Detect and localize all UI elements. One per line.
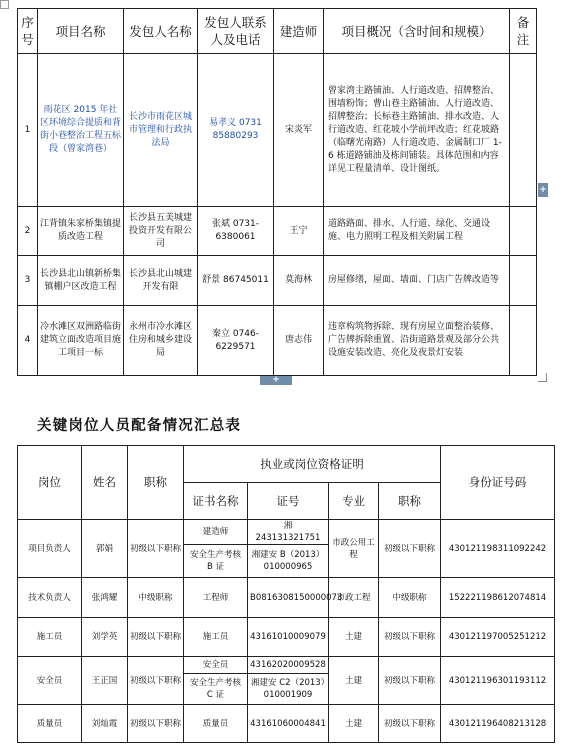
cell-builder: 王宁 bbox=[274, 207, 324, 256]
header-cert-group: 执业或岗位资格证明 bbox=[184, 446, 441, 483]
table-row bbox=[18, 256, 537, 306]
cell-contact: 张斌 0731-6380061 bbox=[198, 207, 274, 256]
project-table bbox=[17, 8, 537, 376]
cell-post: 施工员 bbox=[18, 618, 82, 657]
cell-id-number: 430121196301193112 bbox=[441, 657, 555, 705]
header-builder: 建造师 bbox=[274, 9, 324, 54]
header-cert-number: 证号 bbox=[248, 483, 329, 520]
cell-issuer: 永州市冷水滩区住房和城乡建设局 bbox=[124, 306, 198, 376]
add-column-button[interactable] bbox=[538, 183, 548, 197]
cell-builder: 唐志伟 bbox=[274, 306, 324, 376]
cell-project-name: 长沙县北山镇新桥集镇棚户区改造工程 bbox=[38, 256, 124, 306]
header-issuer: 发包人名称 bbox=[124, 9, 198, 54]
cell-cert-rank: 初级以下职称 bbox=[379, 657, 441, 705]
cell-remark bbox=[510, 54, 537, 207]
header-seq: 序号 bbox=[18, 9, 38, 54]
cell-name: 郭娟 bbox=[82, 520, 128, 578]
cell-contact: 舒景 86745011 bbox=[198, 256, 274, 306]
cell-major: 土建 bbox=[329, 705, 379, 743]
cell-post: 项目负责人 bbox=[18, 520, 82, 578]
cell-cert-name: 安全员 bbox=[184, 657, 248, 674]
cell-builder: 宋炎军 bbox=[274, 54, 324, 207]
cell-overview: 违章构筑物拆除、现有房屋立面整治装修、广告牌拆除重置、沿街道路景观及部分公共设施安装改造、亮化及夜景灯安装 bbox=[324, 306, 510, 376]
header-overview: 项目概况（含时间和规模） bbox=[324, 9, 510, 54]
cell-cert-rank: 初级以下职称 bbox=[379, 520, 441, 578]
cell-post: 安全员 bbox=[18, 657, 82, 705]
cell-overview: 道路路面、排水、人行道、绿化、交通设施、电力照明工程及相关附属工程 bbox=[324, 207, 510, 256]
header-major: 专业 bbox=[329, 483, 379, 520]
header-contact: 发包人联系人及电话 bbox=[198, 9, 274, 54]
cell-post: 技术负责人 bbox=[18, 578, 82, 618]
section-title: 关键岗位人员配备情况汇总表 bbox=[37, 418, 242, 434]
table-row bbox=[18, 618, 555, 657]
cell-cert-name: 工程师 bbox=[184, 578, 248, 618]
cell-cert-number: 湘建安 B（2013）010000965 bbox=[248, 545, 329, 578]
cell-cert-name: 施工员 bbox=[184, 618, 248, 657]
cell-contact: 易孝义 0731 85880293 bbox=[198, 54, 274, 207]
cell-major: 土建 bbox=[329, 618, 379, 657]
table-row bbox=[18, 306, 537, 376]
cell-project-name: 冷水滩区双洲路临街建筑立面改造项目施工项目一标 bbox=[38, 306, 124, 376]
header-cert-name: 证书名称 bbox=[184, 483, 248, 520]
cell-cert-number: 湘建安 C2（2013）010001909 bbox=[248, 674, 329, 705]
cell-id-number: 430121197005251212 bbox=[441, 618, 555, 657]
cell-overview: 房屋修缮，屋面、墙面、门店广告牌改造等 bbox=[324, 256, 510, 306]
cell-name: 张鸿耀 bbox=[82, 578, 128, 618]
cell-seq: 4 bbox=[18, 306, 38, 376]
cell-name: 刘学英 bbox=[82, 618, 128, 657]
cell-overview: 曾家湾主路铺油、人行道改造、招牌整治、围墙粉饰；曹山巷主路铺油、人行道改造、招牌整治；长标巷主路铺油、排水改造、人行道改造、红花坡小学前坪改造；红花坡路（临曙光南路）人行道改造、金属制口厂 1-6 栋道路铺油及栋间铺装。具体范围和内容详见工程量清单、设计图纸。 bbox=[324, 54, 510, 207]
table-row bbox=[18, 578, 555, 618]
table-header-row bbox=[18, 9, 537, 54]
cell-cert-name: 建造师 bbox=[184, 520, 248, 545]
cell-rank: 初级以下职称 bbox=[128, 520, 184, 578]
header-name: 姓名 bbox=[82, 446, 128, 520]
cell-id-number: 152221198612074814 bbox=[441, 578, 555, 618]
cell-project-name: 雨花区 2015 年社区环境综合提质和背街小巷整治工程五标段（曾家湾巷） bbox=[38, 54, 124, 207]
cell-project-name: 江背镇朱家桥集镇提质改造工程 bbox=[38, 207, 124, 256]
cell-rank: 初级以下职称 bbox=[128, 705, 184, 743]
cell-id-number: 430121198311092242 bbox=[441, 520, 555, 578]
table-row bbox=[18, 207, 537, 256]
cell-cert-name: 安全生产考核 C 证 bbox=[184, 674, 248, 705]
personnel-table bbox=[17, 445, 555, 743]
cell-cert-rank: 中级职称 bbox=[379, 578, 441, 618]
cell-remark bbox=[510, 256, 537, 306]
table-row bbox=[18, 657, 555, 674]
table-row bbox=[18, 705, 555, 743]
cell-name: 王正国 bbox=[82, 657, 128, 705]
cell-seq: 2 bbox=[18, 207, 38, 256]
cell-seq: 1 bbox=[18, 54, 38, 207]
cell-issuer: 长沙市雨花区城市管理和行政执法局 bbox=[124, 54, 198, 207]
header-id-number: 身份证号码 bbox=[441, 446, 555, 520]
plus-icon: + bbox=[272, 375, 280, 385]
cell-major: 市政公用工程 bbox=[329, 520, 379, 578]
cell-cert-name: 安全生产考核 B 证 bbox=[184, 545, 248, 578]
cell-cert-number: 43161060004841 bbox=[248, 705, 329, 743]
cell-remark bbox=[510, 207, 537, 256]
header-cert-rank: 职称 bbox=[379, 483, 441, 520]
cell-contact: 秦立 0746-6229571 bbox=[198, 306, 274, 376]
add-row-button[interactable] bbox=[260, 376, 292, 385]
cell-cert-name: 质量员 bbox=[184, 705, 248, 743]
cell-cert-number: 湘 243131321751 bbox=[248, 520, 329, 545]
header-remark: 备注 bbox=[510, 9, 537, 54]
cell-builder: 莫海林 bbox=[274, 256, 324, 306]
cell-rank: 初级以下职称 bbox=[128, 618, 184, 657]
table-header-row bbox=[18, 446, 555, 483]
table-select-handle[interactable] bbox=[0, 0, 9, 9]
cell-seq: 3 bbox=[18, 256, 38, 306]
cell-id-number: 430121196408213128 bbox=[441, 705, 555, 743]
table-row bbox=[18, 520, 555, 545]
cell-rank: 中级职称 bbox=[128, 578, 184, 618]
cell-issuer: 长沙县北山城建开发有限 bbox=[124, 256, 198, 306]
header-rank: 职称 bbox=[128, 446, 184, 520]
header-post: 岗位 bbox=[18, 446, 82, 520]
cell-cert-rank: 初级以下职称 bbox=[379, 618, 441, 657]
cell-issuer: 长沙县五美城建投资开发有限公司 bbox=[124, 207, 198, 256]
table-resize-handle[interactable] bbox=[538, 373, 547, 382]
cell-remark bbox=[510, 306, 537, 376]
cell-cert-number: 43161010009079 bbox=[248, 618, 329, 657]
cell-major: 市政工程 bbox=[329, 578, 379, 618]
cell-cert-number: 43162020009528 bbox=[248, 657, 329, 674]
plus-icon: + bbox=[539, 185, 547, 195]
table-row bbox=[18, 54, 537, 207]
cell-major: 土建 bbox=[329, 657, 379, 705]
cell-post: 质量员 bbox=[18, 705, 82, 743]
cell-cert-number: B0816308150000073 bbox=[248, 578, 329, 618]
cell-rank: 初级以下职称 bbox=[128, 657, 184, 705]
cell-name: 刘灿霞 bbox=[82, 705, 128, 743]
header-project-name: 项目名称 bbox=[38, 9, 124, 54]
cell-cert-rank: 初级以下职称 bbox=[379, 705, 441, 743]
